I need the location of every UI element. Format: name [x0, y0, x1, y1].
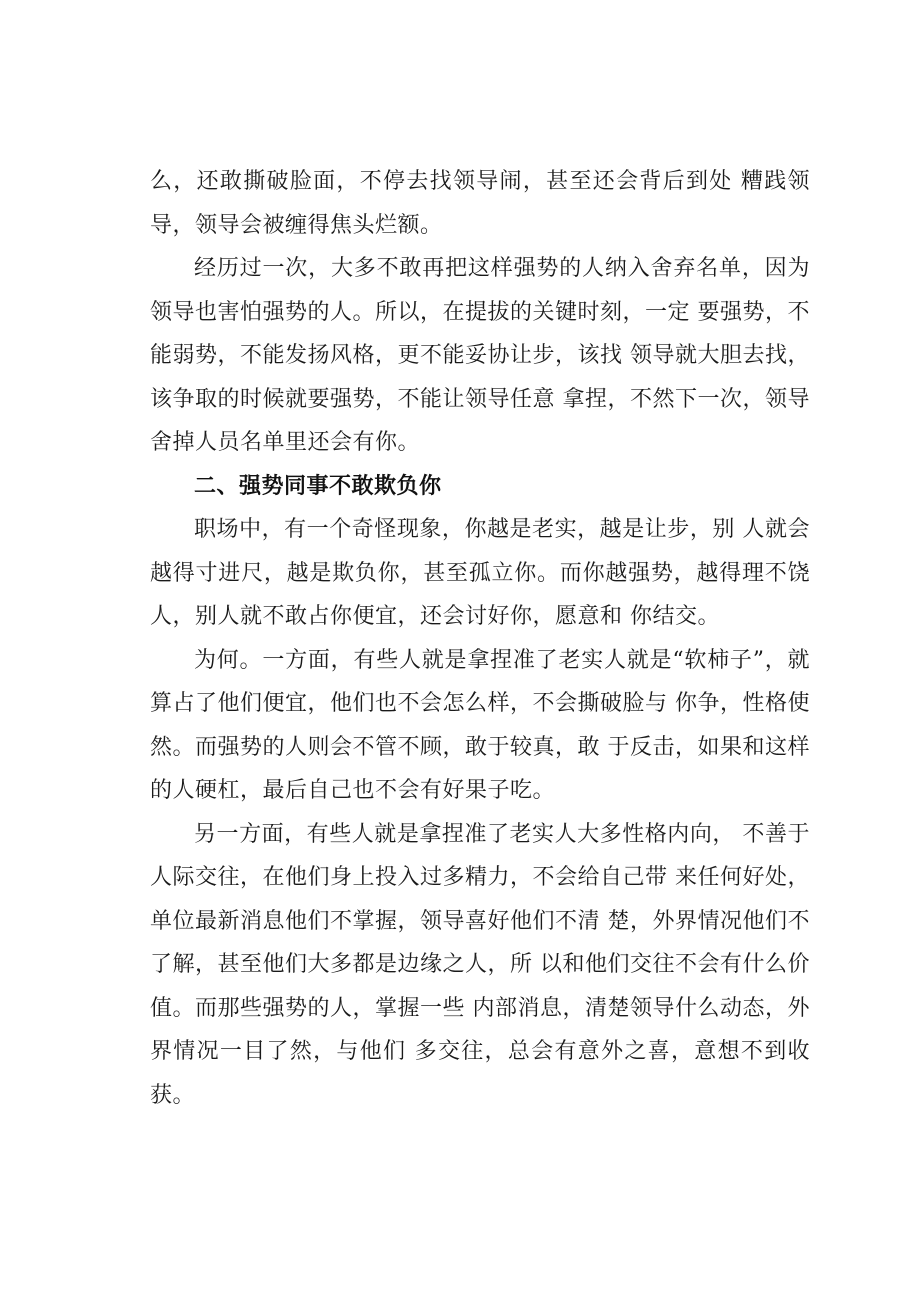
paragraph-why-second: 另一方面，有些人就是拿捏准了老实人大多性格内向， 不善于人际交往，在他们身上投入过多精力，不会给自己带 来任何好处，单位最新消息他们不掌握，领导喜好他们不清 楚，外界情况他们不了解，甚至他们大多都是边缘之人，所 以和他们交往不会有什么价值。而那些强势的人，掌握一些 内部消息，清楚领导什么动态，外界情况一目了然，与他们 多交往，总会有意外之喜，意想不到收获。	[150, 821, 810, 1108]
paragraph-leader-fear: 经历过一次，大多不敢再把这样强势的人纳入舍弃名单，因为领导也害怕强势的人。所以，在提拔的关键时刻，一定 要强势，不能弱势，不能发扬风格，更不能妥协让步，该找 领导就大胆去找，该争取的时候就要强势，不能让领导任意 拿捏，不然下一次，领导舍掉人员名单里还会有你。	[150, 256, 810, 455]
paragraph-why-first: 为何。一方面，有些人就是拿捏准了老实人就是“软柿子”，就算占了他们便宜，他们也不会怎么样，不会撕破脸与 你争，性格使然。而强势的人则会不管不顾，敢于较真，敢 于反击，如果和这样的人硬杠，最后自己也不会有好果子吃。	[150, 647, 810, 803]
paragraph-workplace-phenomenon: 职场中，有一个奇怪现象，你越是老实，越是让步，别 人就会越得寸进尺，越是欺负你，甚至孤立你。而你越强势，越得理不饶人，别人就不敢占你便宜，还会讨好你，愿意和 你结交。	[150, 517, 810, 629]
paragraph-continuation: 么，还敢撕破脸面，不停去找领导闹，甚至还会背后到处 糟践领导，领导会被缠得焦头烂额。	[150, 169, 810, 238]
document-body	[150, 160, 810, 1117]
section-heading-2: 二、强势同事不敢欺负你	[194, 473, 442, 499]
